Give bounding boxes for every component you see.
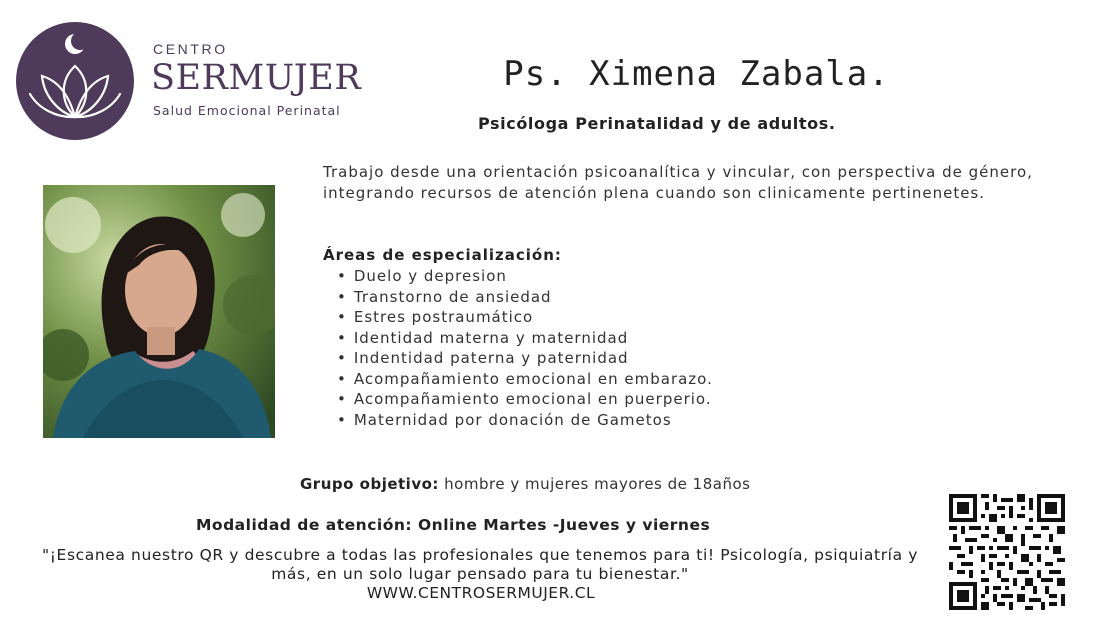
list-item: • Maternidad por donación de Gametos (337, 410, 713, 431)
website-link[interactable]: WWW.CENTROSERMUJER.CL (366, 584, 596, 602)
intro-text: Trabajo desde una orientación psicoanalítica y vincular, con perspectiva de género, integrando recursos de atención plena cuando son clinicamente pertinenetes. (323, 163, 1033, 202)
areas-list (337, 266, 713, 430)
list-item: • Acompañamiento emocional en puerperio. (337, 389, 713, 410)
brand-name: SERMUJER (151, 58, 362, 98)
professional-name: Ps. Ximena Zabala. (503, 54, 890, 94)
list-item: • Transtorno de ansiedad (337, 287, 713, 308)
areas-title: Áreas de especialización: (323, 246, 562, 264)
qr-call-to-action: "¡Escanea nuestro QR y descubre a todas las profesionales que tenemos para ti! Psicología, psiquiatría y más, en un solo lugar pensado para tu bienestar." (42, 546, 918, 583)
care-modality: Modalidad de atención: Online Martes -Jueves y viernes (196, 516, 711, 534)
target-group (300, 475, 750, 493)
list-item: • Identidad materna y maternidad (337, 328, 713, 349)
profile-photo (43, 185, 275, 438)
list-item: • Estres postraumático (337, 307, 713, 328)
target-group-label: Grupo objetivo: (300, 475, 439, 493)
list-item: • Acompañamiento emocional en embarazo. (337, 369, 713, 390)
list-item: • Indentidad paterna y paternidad (337, 348, 713, 369)
target-group-value: hombre y mujeres mayores de 18años (438, 475, 751, 493)
qr-code-icon[interactable] (949, 494, 1065, 610)
professional-role: Psicóloga Perinatalidad y de adultos. (478, 114, 836, 133)
brand-centro-label: CENTRO (153, 41, 228, 57)
list-item: • Duelo y depresion (337, 266, 713, 287)
brand-subtitle: Salud Emocional Perinatal (153, 103, 341, 118)
